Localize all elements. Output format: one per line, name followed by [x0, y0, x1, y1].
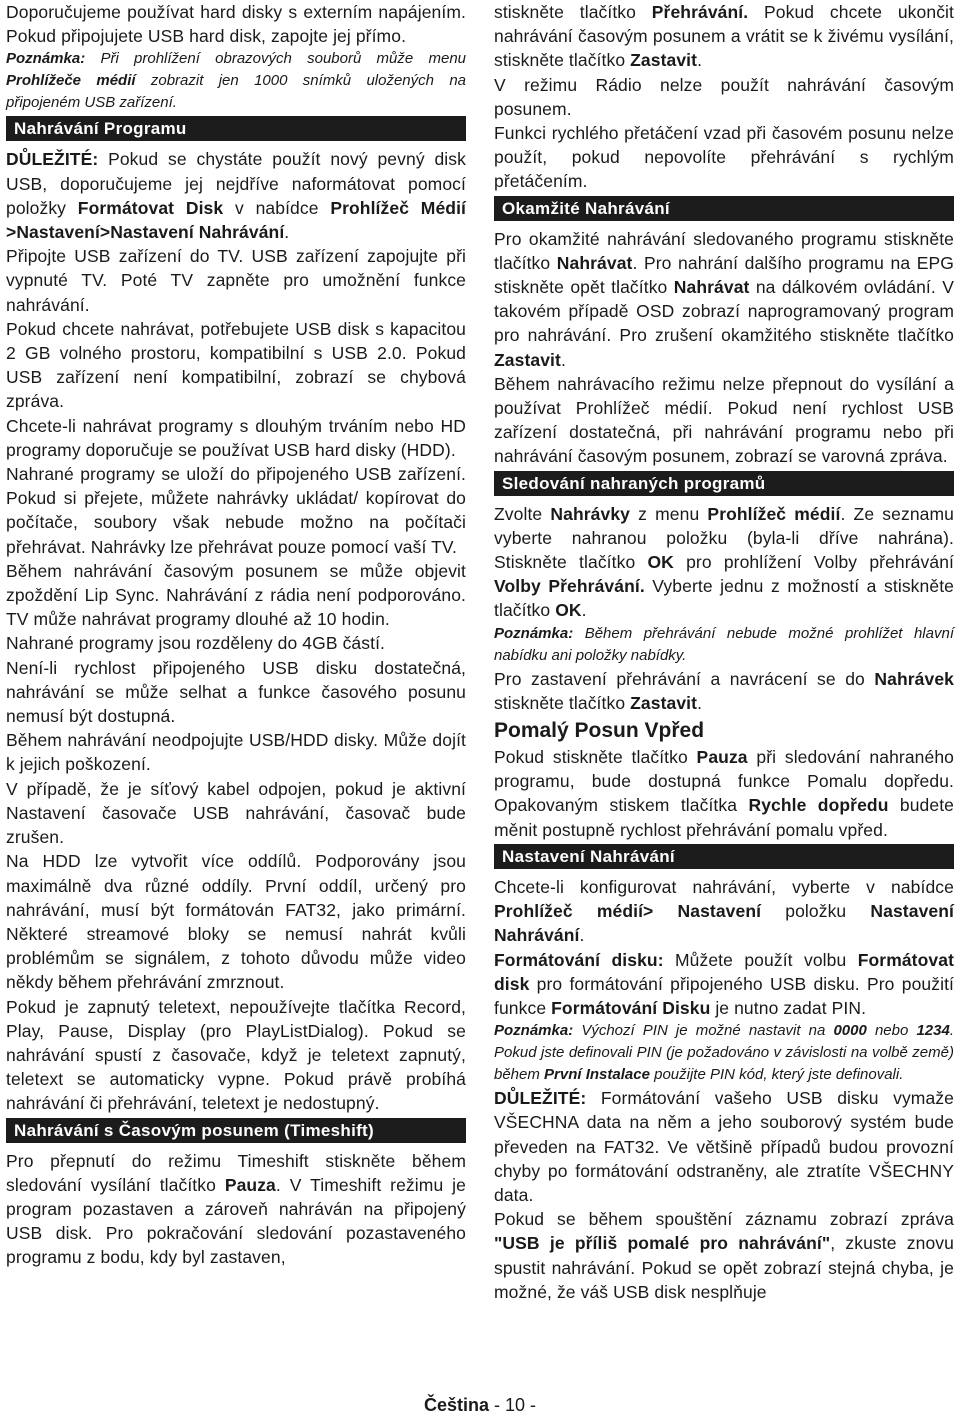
- paragraph-hdd: Chcete-li nahrávat programy s dlouhým trváním nebo HD programy doporučuje se používat USB hard disky (HDD).: [6, 415, 466, 460]
- left-column: [6, 0, 466, 1270]
- paragraph-capacity: Pokud chcete nahrávat, potřebujete USB disk s kapacitou 2 GB volného prostoru, kompatibilní s USB 2.0. Pokud USB zařízení není kompatibilní, zobrazí se chybová zpráva.: [6, 318, 466, 412]
- paragraph-recording-mode: Během nahrávacího režimu nelze přepnout do vysílání a používat Prohlížeč médií. Pokud není rychlost USB zařízení dostatečná, při nahrávání programu nebo při nahrávání časovým posunem, zobrazí se varovná zpráva.: [494, 373, 954, 467]
- paragraph-usb-too-slow: Pokud se během spouštění záznamu zobrazí zpráva "USB je příliš pomalé pro nahrávání", zkuste znovu spustit nahrávání. Pokud se opět zobrazí stejná chyba, je možné, že váš USB disk nesplňuje: [494, 1209, 954, 1302]
- paragraph-radio-mode: V režimu Rádio nelze použít nahrávání časovým posunem.: [494, 74, 954, 119]
- paragraph-rewind: Funkci rychlého přetáčení vzad při časovém posunu nelze použít, pokud nepovolíte přehrávání s rychlým přetáčením.: [494, 123, 954, 192]
- section-heading-timeshift: Nahrávání s Časovým posunem (Timeshift): [6, 1118, 466, 1143]
- right-column: [494, 0, 954, 1304]
- page-footer: [0, 1395, 960, 1416]
- paragraph-external-power: Doporučujeme používat hard disky s externím napájením. Pokud připojujete USB hard disk, zapojte jej přímo.: [6, 2, 466, 47]
- paragraph-network-cable: V případě, že je síťový kabel odpojen, pokud je aktivní Nastavení časovače USB nahrávání, časovač bude zrušen.: [6, 778, 466, 848]
- paragraph-important-format: DŮLEŽITÉ: Pokud se chystáte použít nový pevný disk USB, doporučujeme jej nejdříve naformátovat pomocí položky Formátovat Disk v nabídce Prohlížeč Médií >Nastavení>Nastavení Nahrávání.: [6, 149, 467, 243]
- heading-slow-forward: Pomalý Posun Vpřed: [494, 719, 705, 743]
- note-media-browser: Poznámka: Při prohlížení obrazových souborů může menu Prohlížeče médií zobrazit jen 1000 snímků uložených na připojeném USB zařízení.: [6, 50, 466, 112]
- paragraph-timeshift: Pro přepnutí do režimu Timeshift stiskněte během sledování vysílání tlačítko Pauza. V Timeshift režimu je program pozastaven a zároveň nahráván na připojený USB disk. Pro pokračování sledování pozastaveného programu z bodu, kdy byl zastaven,: [6, 1150, 466, 1268]
- paragraph-lip-sync: Během nahrávání časovým posunem se může objevit zpoždění Lip Sync. Nahrávání z rádia není podporováno. TV může nahrávat programy dlouhé až 10 hodin.: [6, 560, 466, 630]
- footer-language: Čeština: [423, 1395, 489, 1415]
- paragraph-usb-speed: Není-li rychlost připojeného USB disku dostatečná, nahrávání se může selhat a funkce časového posunu nemusí být dostupná.: [6, 657, 466, 727]
- paragraph-connect-usb: Připojte USB zařízení do TV. USB zařízení zapojujte při vypnuté TV. Poté TV zapněte pro umožnění funkce nahrávání.: [6, 246, 466, 315]
- paragraph-recording-settings: Chcete-li konfigurovat nahrávání, vyberte v nabídce Prohlížeč médií> Nastavení položku Nastavení Nahrávání.: [494, 876, 954, 946]
- paragraph-saved-recordings: Nahrané programy se uloží do připojeného USB zařízení. Pokud si přejete, můžete nahrávky ukládat/ kopírovat do počítače, soubory však nebude možno na počítači přehrávat. Nahrávky lze přehrávat pouze pomocí vaší TV.: [6, 464, 466, 557]
- page-number: - 10 -: [489, 1395, 537, 1415]
- paragraph-important-format-warning: DŮLEŽITÉ: Formátování vašeho USB disku vymaže VŠECHNA data na něm a jeho souborový systém bude převeden na FAT32. Ve většině případů budou provozní chyby po formátování odstraněny, ale ztratíte VŠECHNY data.: [494, 1088, 954, 1205]
- note-pin: Poznámka: Výchozí PIN je možné nastavit na 0000 nebo 1234. Pokud jste definovali PIN (je požadováno v závislosti na volbě země) během První Instalace použijte PIN kód, který jste definovali.: [494, 1022, 954, 1084]
- section-heading-watch: Sledování nahraných programů: [494, 471, 954, 496]
- section-heading-instant: Okamžité Nahrávání: [494, 196, 954, 221]
- section-heading-settings: Nastavení Nahrávání: [494, 844, 954, 869]
- paragraph-partitions: Na HDD lze vytvořit více oddílů. Podporovány jsou maximálně dva různé oddíly. První oddíl, určený pro nahrávání, musí být formátován FAT32, jako primární. Některé streamové bloky se nemusí nahrát kvůli problémům se signálem, z tohoto důvodu může video někdy během přehrávání zmrznout.: [6, 851, 466, 993]
- paragraph-do-not-disconnect: Během nahrávání neodpojujte USB/HDD disky. Může dojít k jejich poškození.: [6, 730, 466, 775]
- paragraph-4gb-parts: Nahrané programy jsou rozděleny do 4GB částí.: [6, 633, 385, 654]
- paragraph-timeshift-cont: stiskněte tlačítko Přehrávání. Pokud chcete ukončit nahrávání časovým posunem a vrátit se k živému vysílání, stiskněte tlačítko Zastavit.: [494, 2, 954, 71]
- paragraph-format-disk: Formátování disku: Můžete použít volbu Formátovat disk pro formátování připojeného USB disku. Pro použití funkce Formátování Disku je nutno zadat PIN.: [494, 949, 954, 1018]
- paragraph-teletext: Pokud je zapnutý teletext, nepoužívejte tlačítka Record, Play, Pause, Display (pro PlayListDialog). Pokud se nahrávání spustí z časovače, když je teletext zapnutý, teletext se automaticky vypne. Pokud právě probíhá nahrávání či přehrávání, teletext je nedostupný.: [6, 996, 466, 1114]
- paragraph-instant-recording: Pro okamžité nahrávání sledovaného programu stiskněte tlačítko Nahrávat. Pro nahrání dalšího programu na EPG stiskněte opět tlačítko Nahrávat na dálkovém ovládání. V takovém případě OSD zobrazí naprogramovaný program pro nahrávání. Pro zrušení okamžitého stiskněte tlačítko Zastavit.: [494, 228, 954, 370]
- note-playback: Poznámka: Během přehrávání nebude možné prohlížet hlavní nabídku ani položky nabídky.: [494, 624, 954, 664]
- paragraph-watch-recordings: Zvolte Nahrávky z menu Prohlížeč médií. Ze seznamu vyberte nahranou položku (byla-li dříve nahrána). Stiskněte tlačítko OK pro prohlížení Volby přehrávání Volby Přehrávání. Vyberte jednu z možností a stiskněte tlačítko OK.: [494, 503, 955, 621]
- paragraph-slow-forward: Pokud stiskněte tlačítko Pauza při sledování nahraného programu, bude dostupná funkce Pomalu dopředu. Opakovaným stiskem tlačítka Rychle dopředu budete měnit postupně rychlost přehrávání pomalu vpřed.: [494, 747, 954, 840]
- paragraph-stop-playback: Pro zastavení přehrávání a navrácení se do Nahrávek stiskněte tlačítko Zastavit.: [494, 668, 954, 713]
- section-heading-recording: Nahrávání Programu: [6, 116, 466, 141]
